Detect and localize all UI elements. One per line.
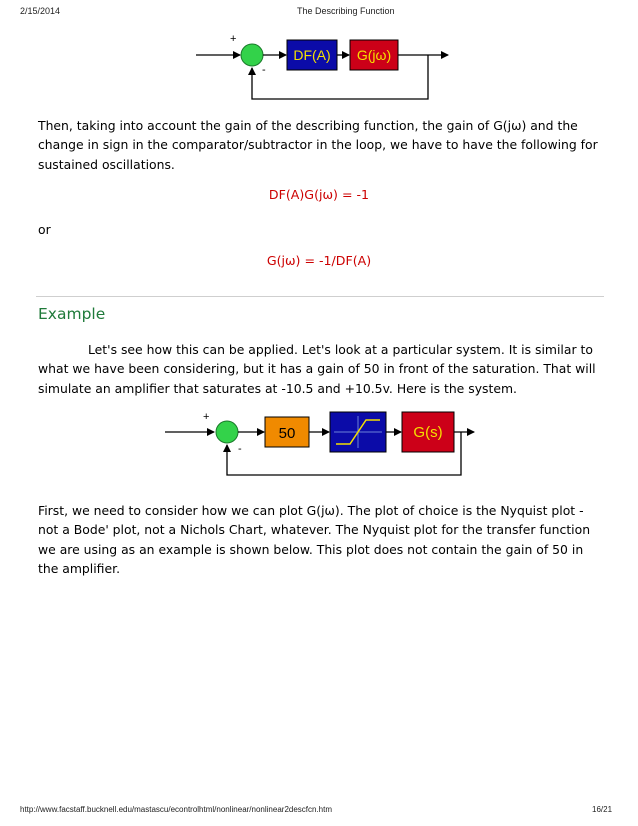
print-date: 2/15/2014 (20, 6, 61, 16)
page-header-title: The Describing Function (297, 6, 395, 16)
g-block-label: G(jω) (356, 47, 392, 63)
plant-block-label: G(s) (413, 424, 443, 441)
or-text: or (38, 222, 51, 237)
saturation-system-diagram (0, 404, 638, 484)
minus-sign: - (238, 443, 242, 455)
section-heading-example: Example (38, 305, 106, 323)
plus-sign: + (203, 411, 210, 423)
feedback-path (252, 55, 428, 99)
paragraph-gain-condition: Then, taking into account the gain of the describing function, the gain of G(jω) and the change in sign in the comparator/subtractor in the loop, we have to have the following for sustained oscillations. (38, 118, 598, 172)
summing-junction (241, 44, 263, 66)
plus-sign: + (230, 33, 237, 45)
summing-junction (216, 421, 238, 443)
paragraph-example-intro: Let's see how this can be applied. Let's look at a particular system. It is similar to what we have been considering, but it has a gain of 50 in front of the saturation. That will simulate an amplifier that saturates at -10.5 and +10.5v. Here is the system. (38, 342, 596, 396)
equation-ratio: G(jω) = -1/DF(A) (266, 253, 372, 268)
gain-block-label: 50 (278, 425, 296, 442)
page-number: 16/21 (592, 805, 613, 814)
paragraph-nyquist: First, we need to consider how we can plot G(jω). The plot of choice is the Nyquist plot - not a Bode' plot, not a Nichols Chart, whatever. The Nyquist plot for the transfer function we are using as an example is shown below. This plot does not contain the gain of 50 in the amplifier. (38, 503, 591, 576)
describing-function-loop-diagram (0, 0, 638, 110)
footer-url: http://www.facstaff.bucknell.edu/mastascu/econtrolhtml/nonlinear/nonlinear2descfcn.htm (20, 805, 333, 814)
minus-sign: - (262, 64, 266, 76)
section-divider (36, 296, 604, 297)
equation-product: DF(A)G(jω) = -1 (268, 187, 370, 202)
df-block-label: DF(A) (293, 47, 331, 63)
